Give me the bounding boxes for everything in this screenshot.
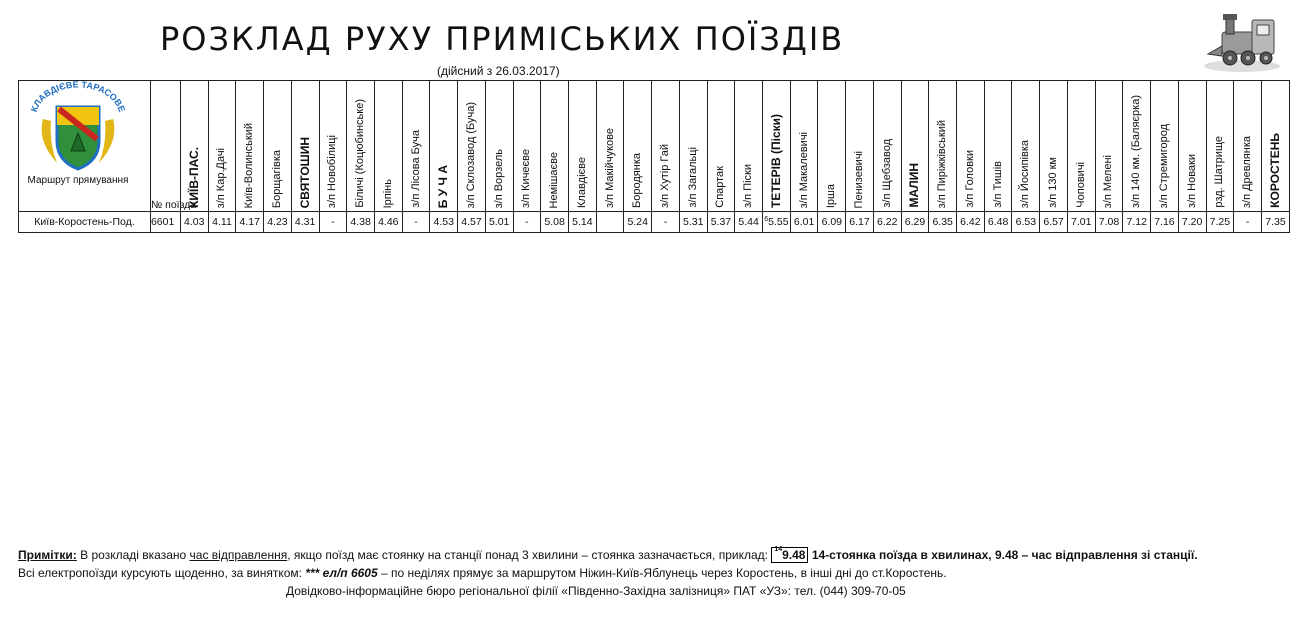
station-header [652,81,680,212]
station-header [1178,81,1206,212]
station-name: з/п Новобілиці [326,134,339,208]
station-name: Київ-Волинський [243,122,256,208]
route-cell: Київ-Коростень-Под. [19,212,151,233]
time-cell: - [319,212,347,233]
station-header [458,81,486,212]
station-name: Бородянка [631,153,644,208]
time-cell: 5.01 [485,212,513,233]
station-header [901,81,929,212]
station-name: Біличі (Коцюбинське) [354,99,367,208]
station-header [1206,81,1234,212]
timetable [18,80,1290,233]
station-name: Немішаєве [548,151,561,208]
example-box: $^{14}$9.48 [771,547,808,563]
station-header [374,81,402,212]
station-header [1261,81,1289,212]
time-cell: 5.44 [735,212,763,233]
station-header [846,81,874,212]
station-name: з/п Кичеєве [520,149,533,208]
time-cell: 7.20 [1178,212,1206,233]
station-name: з/п 130 км [1047,157,1060,208]
station-name: КИЇВ-ПАС. [186,147,201,208]
station-name: Борщагівка [270,149,283,208]
time-cell: 7.01 [1067,212,1095,233]
time-cell [596,212,624,233]
station-header [790,81,818,212]
train-row [19,212,1290,233]
station-header [430,81,458,212]
train-number-cell: 6601 [150,212,180,233]
notes-line-1: Примітки: В розкладі вказано час відправлення, якщо поїзд має стоянку на станції понад 3 хвилини – стоянка зазначається, приклад: $^{14}$9.48 14-стоянка поїзда в хвилинах, 9.48 – час відправлення зі станції. [18,546,1198,562]
station-name: з/п Головки [963,150,976,208]
station-header [679,81,707,212]
station-name: з/п Лісова Буча [409,130,422,208]
station-header [1095,81,1123,212]
time-cell: 6.09 [818,212,846,233]
time-cell: 6.48 [984,212,1012,233]
time-cell: 7.16 [1151,212,1179,233]
station-name: з/п Тишів [991,161,1004,208]
station-header [1040,81,1068,212]
crest-cell [19,81,151,212]
station-header [485,81,513,212]
time-cell: - [1234,212,1262,233]
station-header [1151,81,1179,212]
notes-line-3: Довідково-інформаційне бюро регіональної філії «Південно-Західна залізниця» ПАТ «УЗ»: тел. (044) 309-70-05 [286,584,906,598]
time-cell: 7.12 [1123,212,1151,233]
station-name: Ірша [825,183,838,208]
header-row [19,81,1290,212]
station-name: з/п Стремигород [1157,123,1170,208]
station-header [984,81,1012,212]
station-header [291,81,319,212]
station-name: Пенизевичі [853,150,866,208]
time-cell: 5.14 [568,212,596,233]
notes-line-2: Всі електропоїзди курсують щоденно, за винятком: *** ел/п 6605 – по неділях прямує за маршрутом Ніжин-Київ-Яблунець через Коростень, в інші дні до ст.Коростень. [18,566,947,580]
time-cell: 7.08 [1095,212,1123,233]
station-name: з/п Склозавод (Буча) [464,101,477,208]
station-name: з/п Древлянка [1241,135,1254,208]
route-column-label: Маршрут прямування [27,175,129,186]
station-header [957,81,985,212]
station-name: ТЕТЕРІВ (Піски) [768,113,783,208]
station-header [624,81,652,212]
station-name: з/п Макійчукове [603,127,616,208]
timetable-body [19,212,1290,233]
time-cell: 4.31 [291,212,319,233]
station-name: Ірпінь [381,178,394,208]
station-name: з/п Мелені [1102,154,1115,208]
time-cell: - [513,212,541,233]
time-cell: 5.08 [541,212,569,233]
station-name: з/п Йосипівка [1019,139,1032,208]
station-name: Клавдієве [575,157,588,208]
time-cell: 5.31 [679,212,707,233]
station-header [735,81,763,212]
time-cell: 4.23 [264,212,292,233]
time-cell: 5.37 [707,212,735,233]
station-header [347,81,375,212]
station-name: з/п 140 км. (Баляєрка) [1130,95,1143,208]
time-cell: 6.22 [873,212,901,233]
time-cell: 6.57 [1040,212,1068,233]
time-cell: 6.29 [901,212,929,233]
time-cell: 7.25 [1206,212,1234,233]
station-header [236,81,264,212]
time-cell: 7.35 [1261,212,1289,233]
station-header [1123,81,1151,212]
time-cell: - [402,212,430,233]
time-cell: 6.35 [929,212,957,233]
time-cell: 5.24 [624,212,652,233]
station-name: з/п Пиріжківський [936,119,949,208]
klavdieve-coat-of-arms-icon [19,81,137,173]
station-header [402,81,430,212]
crest-text: КЛАВДІЄВЕ ТАРАСОВЕ [28,81,128,114]
locomotive-icon [1200,8,1282,74]
station-header [1067,81,1095,212]
notes-label: Примітки: [18,548,77,562]
time-cell: 4.57 [458,212,486,233]
station-header [596,81,624,212]
station-name: Б У Ч А [436,164,451,208]
station-header [873,81,901,212]
station-name: з/п Хутір Гай [658,144,671,208]
time-cell: 4.11 [208,212,236,233]
notes [18,546,1288,600]
station-name: Чоповичі [1074,162,1087,208]
station-name: Спартак [714,166,727,208]
station-name: з/п Загальці [686,147,699,208]
time-cell: - [652,212,680,233]
page-title: РОЗКЛАД РУХУ ПРИМІСЬКИХ ПОЇЗДІВ [160,20,845,58]
time-cell: $^6$5.55 [763,212,791,233]
time-cell: 4.53 [430,212,458,233]
station-header [568,81,596,212]
station-header [208,81,236,212]
station-name: з/п Щебзавод [880,139,893,208]
time-cell: 6.01 [790,212,818,233]
station-name: рзд. Шатрище [1213,136,1226,208]
station-header [513,81,541,212]
station-name: СВЯТОШИН [297,136,312,208]
validity-date: (дійсний з 26.03.2017) [437,64,560,78]
station-name: МАЛИН [907,163,922,208]
station-header [1012,81,1040,212]
time-cell: 4.38 [347,212,375,233]
station-name: з/п Макалевичі [797,131,810,208]
station-header [180,81,208,212]
station-header [818,81,846,212]
station-name: з/п Піски [742,164,755,208]
time-cell: 6.42 [957,212,985,233]
time-cell: 6.17 [846,212,874,233]
time-cell: 4.03 [180,212,208,233]
train-number-column-label: № поїзда [150,81,180,212]
time-cell: 6.53 [1012,212,1040,233]
station-name: з/п Ворзель [492,148,505,208]
station-header [1234,81,1262,212]
station-header [319,81,347,212]
station-header [763,81,791,212]
time-cell: 4.46 [374,212,402,233]
station-header [541,81,569,212]
station-name: з/п Новаки [1185,154,1198,208]
station-header [929,81,957,212]
station-header [264,81,292,212]
time-cell: 4.17 [236,212,264,233]
station-name: КОРОСТЕНЬ [1267,133,1282,208]
station-header [707,81,735,212]
station-name: з/п Кар.Дачі [215,147,228,208]
